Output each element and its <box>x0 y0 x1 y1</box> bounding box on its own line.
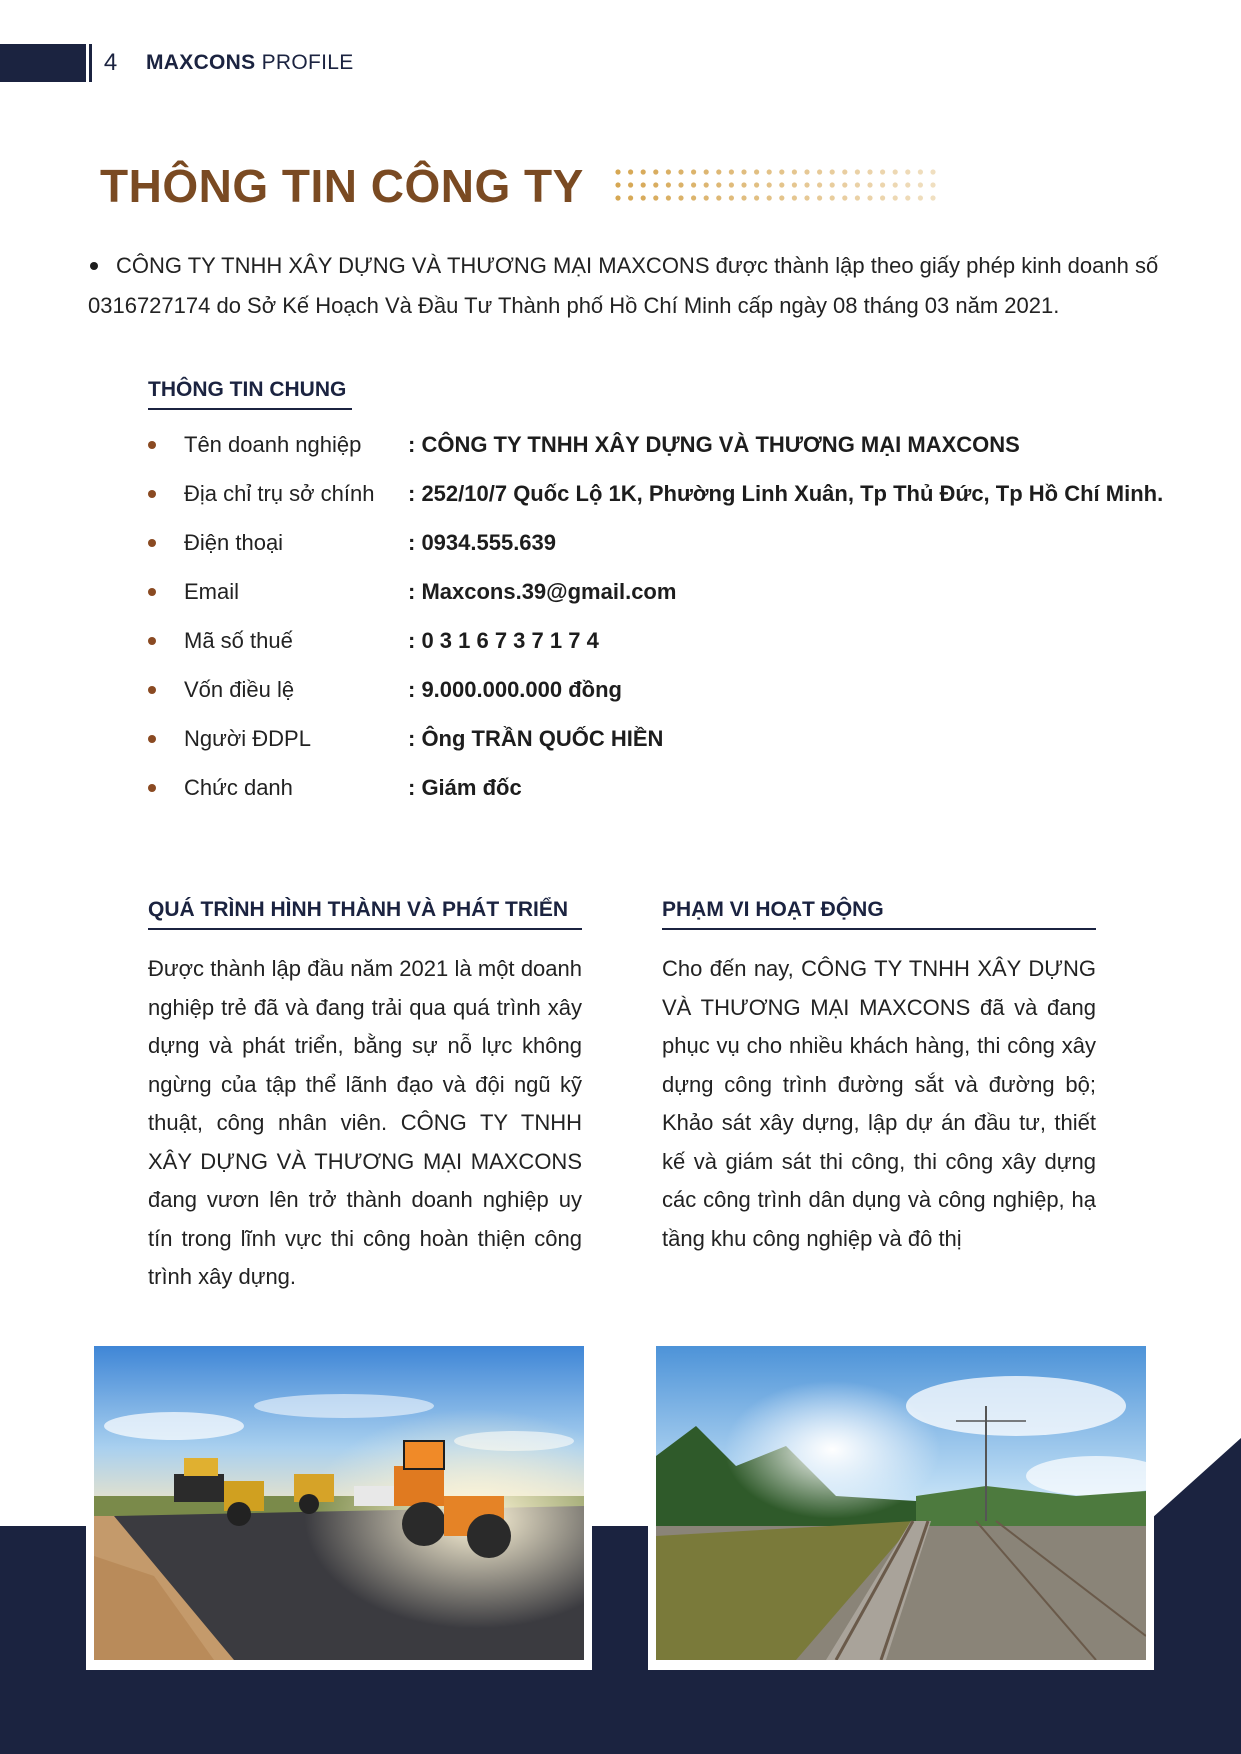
general-info-heading-wrap <box>148 378 352 410</box>
bullet-icon <box>148 735 156 743</box>
info-row <box>148 714 1188 763</box>
bullet-icon <box>148 588 156 596</box>
info-row <box>148 567 1188 616</box>
corner-triangle-decoration <box>1141 1438 1241 1528</box>
scope-section <box>662 898 1096 1258</box>
intro-paragraph <box>88 246 1168 326</box>
page-number: 4 <box>89 44 129 82</box>
bullet-icon <box>148 539 156 547</box>
header-title-rest: PROFILE <box>255 51 354 74</box>
info-value: : 9.000.000.000 đồng <box>408 676 622 702</box>
info-row <box>148 763 1188 812</box>
info-label: Tên doanh nghiệp <box>184 431 362 457</box>
info-row <box>148 665 1188 714</box>
info-label: Email <box>184 578 240 604</box>
history-text: Được thành lập đầu năm 2021 là một doanh nghiệp trẻ đã và đang trải qua quá trình xây dựng và phát triển, bằng sự nỗ lực không ngừng của tập thể lãnh đạo và đội ngũ kỹ thuật, công nhân viên. CÔNG TY TNHH XÂY DỰNG VÀ THƯƠNG MẠI MAXCONS đang vươn lên trở thành doanh nghiệp uy tín trong lĩnh vực thi công hoàn thiện công trình xây dựng. <box>148 956 582 1289</box>
scope-text: Cho đến nay, CÔNG TY TNHH XÂY DỰNG VÀ THƯƠNG MẠI MAXCONS đã và đang phục vụ cho nhiều khách hàng, thi công xây dựng công trình đường sắt và đường bộ; Khảo sát xây dựng, lập dự án đầu tư, thiết kế và giám sát thi công, thi công xây dựng các công trình dân dụng và công nghiệp, hạ tầng khu công nghiệp và đô thị <box>662 956 1096 1251</box>
dot-pattern-decoration <box>614 166 944 206</box>
info-row <box>148 469 1188 518</box>
general-info-heading: THÔNG TIN CHUNG <box>148 378 352 410</box>
general-info-list <box>148 420 1188 812</box>
info-label: Chức danh <box>184 774 293 800</box>
info-label: Điện thoại <box>184 529 284 555</box>
info-label: Vốn điều lệ <box>184 676 295 702</box>
railway-photo <box>656 1346 1146 1660</box>
header-title <box>146 44 354 82</box>
bullet-icon <box>148 441 156 449</box>
bullet-icon <box>148 686 156 694</box>
header-bar <box>0 44 86 82</box>
bullet-icon <box>148 490 156 498</box>
info-label: Người ĐDPL <box>184 725 311 751</box>
brand-name: MAXCONS <box>146 51 256 74</box>
history-heading: QUÁ TRÌNH HÌNH THÀNH VÀ PHÁT TRIỂN <box>148 898 582 930</box>
history-section <box>148 898 582 1297</box>
info-value: : Giám đốc <box>408 774 522 800</box>
info-label: Mã số thuế <box>184 627 293 653</box>
info-value: : 0 3 1 6 7 3 7 1 7 4 <box>408 627 599 653</box>
info-value: : Ông TRẦN QUỐC HIỀN <box>408 725 664 751</box>
road-construction-photo <box>94 1346 584 1660</box>
scope-heading: PHẠM VI HOẠT ĐỘNG <box>662 898 1096 930</box>
bullet-icon <box>90 262 98 270</box>
info-value: : Maxcons.39@gmail.com <box>408 578 677 604</box>
info-row <box>148 616 1188 665</box>
intro-text: CÔNG TY TNHH XÂY DỰNG VÀ THƯƠNG MẠI MAXCONS được thành lập theo giấy phép kinh doanh số 0316727174 do Sở Kế Hoạch Và Đầu Tư Thành phố Hồ Chí Minh cấp ngày 08 tháng 03 năm 2021. <box>88 253 1159 318</box>
info-value: : CÔNG TY TNHH XÂY DỰNG VÀ THƯƠNG MẠI MAXCONS <box>408 431 1020 457</box>
info-row <box>148 518 1188 567</box>
info-row <box>148 420 1188 469</box>
info-label: Địa chỉ trụ sở chính <box>184 480 375 506</box>
page-title: THÔNG TIN CÔNG TY <box>100 160 584 212</box>
bullet-icon <box>148 784 156 792</box>
info-value: : 252/10/7 Quốc Lộ 1K, Phường Linh Xuân, Tp Thủ Đức, Tp Hồ Chí Minh. <box>408 480 1164 506</box>
bullet-icon <box>148 637 156 645</box>
info-value: : 0934.555.639 <box>408 529 557 555</box>
